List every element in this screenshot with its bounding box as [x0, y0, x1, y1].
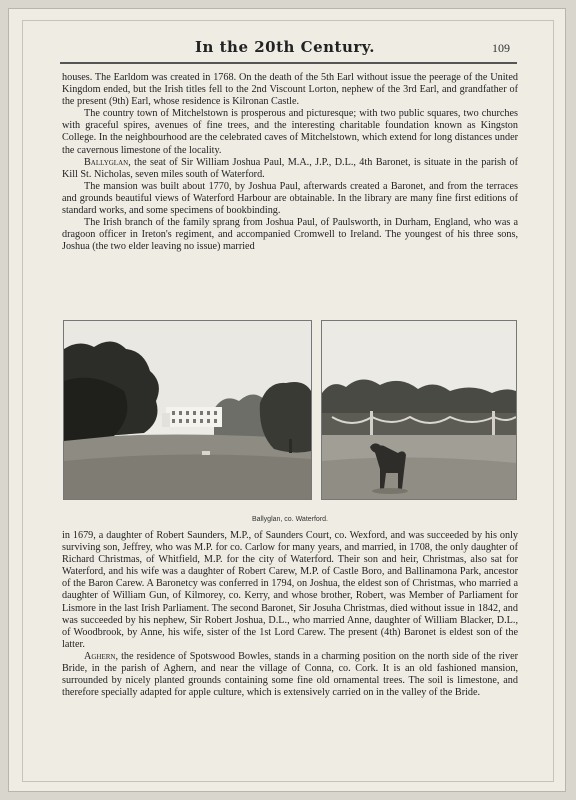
paragraph-aghern [62, 651, 518, 699]
paragraph: houses. The Earldom was created in 1768. On the death of the 5th Earl without issue the peerage of the United Kingdom ended, but the Irish titles fell to the 2nd Viscount Lorton, nephew of the 3rd Earl, and grandfather of the present (9th) Earl, whose residence is Kilronan Castle. [62, 72, 518, 108]
paragraph-ballyglan [62, 157, 518, 181]
paragraph: The mansion was built about 1770, by Joshua Paul, afterwards created a Baronet, and from the terraces and grounds beautiful views of Waterford Harbour are obtainable. In the library are many fine first editions of standard works, and some specimens of bookbinding. [62, 180, 518, 217]
upper-text-block [62, 72, 518, 253]
header-rule [60, 62, 517, 64]
paragraph: The Irish branch of the family sprang from Joshua Paul, of Paulsworth, in Durham, England, who was a dragoon officer in Ireton's regiment, and accompanied Cromwell to Ireland. The youngest of his three sons, Joshua (the two elder leaving no issue) married [62, 217, 518, 253]
photo-caption: Ballyglan, co. Waterford. [252, 516, 328, 523]
paragraph: in 1679, a daughter of Robert Saunders, M.P., of Saunders Court, co. Wexford, and was succeeded by his only surviving son, Jeffrey, who was M.P. for co. Carlow for many years, and married, in 1708, the only daughter of Richard Christmas, of Whitfield, M.P. for the city of Waterford. Their son and heir, Christmas, also sat for Waterford, and his wife was a daughter of Robert Carew, M.P. of Castle Boro, and Ballinamona Park, ancestor of the Baron Carew. A Baronetcy was conferred in 1794, on Joshua, the eldest son of Christmas, who married a daughter of William Gun, of Kilmorey, co. Kerry, and whose brother, Robert, was Member of Parliament for Lismore in the last Irish Parliament. The second Baronet, Sir Josuha Christmas, died without issue in 1842, and was succeeded by his nephew, Sir Robert Joshua, D.L., who married Anne, daughter of William Blacker, D.L., of Woodbrook, by Anne, his wife, sister of the 1st Lord Carew. The present (4th) Baronet is eldest son of the latter. [62, 530, 518, 650]
photo-ballyglan-garden [321, 320, 517, 500]
paragraph-text: , the seat of Sir William Joshua Paul, M.A., J.P., D.L., 4th Baronet, is situate in the parish of Kill St. Nicholas, seven miles south of Waterford. [62, 156, 518, 180]
lower-text-block [62, 530, 518, 699]
photo-ballyglan-mansion [63, 320, 312, 500]
paragraph-text: , the residence of Spotswood Bowles, stands in a charming position on the north side of the river Bride, in the parish of Aghern, and near the village of Conna, co. Cork. It is an old fashioned mansion, surrounded by nicely planted grounds containing some fine old ornamental trees. The soil is limestone, and therefore specially adapted for apple culture, which is extensively carried on in the valley of the Bride. [62, 650, 518, 699]
place-name: Ballyglan [84, 156, 129, 168]
running-title: In the 20th Century. [194, 38, 376, 56]
running-header [54, 38, 516, 58]
page-number: 109 [492, 41, 510, 55]
place-name: Aghern [84, 650, 116, 662]
paragraph: The country town of Mitchelstown is prosperous and picturesque; with two public squares, two churches with graceful spires, avenues of fine trees, and the interesting charitable foundation known as Kingston College. In the neighbourhood are the celebrated caves of Mitchelstown, which extend for long distances under the cavernous limestone of the locality. [62, 108, 518, 156]
